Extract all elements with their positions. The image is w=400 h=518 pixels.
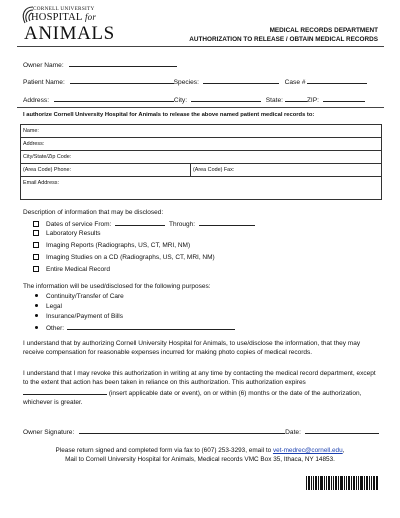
logo-animals: ANIMALS — [24, 23, 115, 44]
date-label: Date: — [285, 429, 301, 436]
signature-row — [23, 427, 379, 436]
purposes-heading: The information will be used/disclosed for the following purposes: — [23, 283, 211, 290]
species-field[interactable] — [203, 77, 279, 84]
recipient-address-cell[interactable] — [21, 138, 381, 151]
address-row — [23, 95, 365, 104]
state-field[interactable] — [285, 95, 307, 102]
purpose-item — [35, 303, 62, 310]
logo-hospital — [31, 12, 96, 23]
form-title: AUTHORIZATION TO RELEASE / OBTAIN MEDICAL RECORDS — [189, 36, 378, 43]
disclose-item — [33, 266, 110, 273]
line1-comma: , — [342, 447, 345, 454]
revocation-paragraph — [23, 369, 381, 407]
through-label: Through: — [169, 221, 196, 228]
dates-label: Dates of service From: — [46, 221, 112, 228]
purpose-bullet — [35, 294, 38, 297]
logo-university: CORNELL UNIVERSITY — [33, 6, 95, 12]
purpose-item — [35, 323, 235, 332]
return-line-2: Mail to Cornell University Hospital for Animals, Medical records VMC Box 35, Ithaca, NY 14853. — [65, 456, 335, 463]
hospital-logo — [20, 5, 132, 43]
recipient-phone-label: (Area Code) Phone: — [23, 167, 71, 173]
owner-signature-field[interactable] — [79, 427, 285, 434]
entire-record-label: Entire Medical Record — [46, 266, 110, 273]
case-label: Case # — [284, 79, 306, 86]
disclose-heading: Description of information that may be disclosed: — [23, 209, 164, 216]
return-line-1 — [0, 446, 400, 455]
entire-record-checkbox[interactable] — [33, 266, 39, 272]
expiry-field[interactable] — [23, 388, 107, 395]
patient-name-field[interactable] — [70, 77, 174, 84]
dates-through-field[interactable] — [199, 219, 255, 226]
recipient-box — [20, 124, 382, 200]
dates-of-service-row — [33, 219, 255, 228]
species-label: Species: — [173, 79, 199, 86]
imaging-cd-checkbox[interactable] — [33, 254, 39, 260]
authorize-statement: I authorize Cornell University Hospital for Animals to release the above named patient medical records to: — [23, 112, 315, 118]
purpose-legal: Legal — [46, 303, 62, 310]
owner-name-row — [23, 60, 177, 69]
case-field[interactable] — [307, 77, 367, 84]
dept-title: MEDICAL RECORDS DEPARTMENT — [269, 27, 378, 34]
recipient-fax-label: (Area Code) Fax: — [193, 167, 235, 173]
recipient-fax-cell[interactable] — [191, 164, 381, 177]
imaging-reports-checkbox[interactable] — [33, 242, 39, 248]
disclose-item — [33, 230, 101, 237]
owner-signature-label: Owner Signature: — [23, 429, 75, 436]
recipient-email-label: Email Address: — [23, 180, 59, 186]
recipient-city-cell[interactable] — [21, 151, 381, 164]
dates-checkbox[interactable] — [33, 221, 39, 227]
fax-instructions: Please return signed and completed form via fax to (607) 253-3293, email to — [55, 447, 272, 454]
return-instructions — [0, 446, 400, 464]
purpose-bullet — [35, 314, 38, 317]
recipient-name-label: Name: — [23, 128, 39, 134]
recipient-address-label: Address: — [23, 141, 45, 147]
zip-label: ZIP: — [306, 97, 319, 104]
recipient-name-cell[interactable] — [21, 125, 381, 138]
dates-from-field[interactable] — [115, 219, 165, 226]
disclose-item — [33, 254, 215, 261]
logo-for-word: for — [84, 12, 97, 22]
date-field[interactable] — [305, 427, 379, 434]
city-field[interactable] — [191, 95, 261, 102]
zip-field[interactable] — [323, 95, 365, 102]
purpose-insurance: Insurance/Payment of Bills — [46, 313, 123, 320]
email-link[interactable]: vet-medrec@cornell.edu — [272, 447, 343, 454]
barcode-icon — [306, 476, 378, 490]
header-divider — [17, 46, 384, 47]
disclose-item — [33, 242, 190, 249]
purpose-item — [35, 313, 123, 320]
patient-row — [23, 77, 367, 86]
revocation-text-b: (insert applicable date or event), on or within (6) months or the date of the authorization, whichever is greater. — [23, 389, 362, 406]
recipient-phone-cell[interactable] — [21, 164, 191, 177]
imaging-cd-label: Imaging Studies on a CD (Radiographs, US, CT, MRI, NM) — [46, 254, 215, 261]
owner-name-label: Owner Name: — [23, 62, 64, 69]
logo-hospital-word: HOSPITAL — [31, 12, 83, 23]
owner-name-field[interactable] — [69, 60, 177, 67]
purpose-other-field[interactable] — [67, 323, 235, 330]
revocation-text-a: I understand that I may revoke this authorization in writing at any time by contacting the medical record department, except to the extent that action has been taken in reliance on this authorization. This authorization expires — [23, 370, 376, 387]
recipient-city-label: City/State/Zip Code: — [23, 154, 72, 160]
purpose-continuity: Continuity/Transfer of Care — [46, 293, 124, 300]
address-label: Address: — [23, 97, 50, 104]
purpose-other: Other: — [46, 325, 65, 332]
lab-results-label: Laboratory Results — [46, 230, 101, 237]
purpose-item — [35, 293, 124, 300]
lab-results-checkbox[interactable] — [33, 230, 39, 236]
patient-name-label: Patient Name: — [23, 79, 65, 86]
city-label: City: — [173, 97, 188, 104]
purpose-bullet — [35, 304, 38, 307]
imaging-reports-label: Imaging Reports (Radiographs, US, CT, MRI, NM) — [46, 242, 191, 249]
address-field[interactable] — [54, 95, 174, 102]
purpose-bullet — [35, 326, 38, 329]
section-divider — [17, 107, 384, 108]
state-label: State: — [265, 97, 283, 104]
recipient-email-cell[interactable] — [21, 177, 381, 189]
department-heading — [189, 26, 378, 44]
compensation-paragraph: I understand that by authorizing Cornell University Hospital for Animals, to use/disclose the information, that they may receive compensation for reasonable expenses incurred for making photo copies of medical records. — [23, 340, 361, 357]
